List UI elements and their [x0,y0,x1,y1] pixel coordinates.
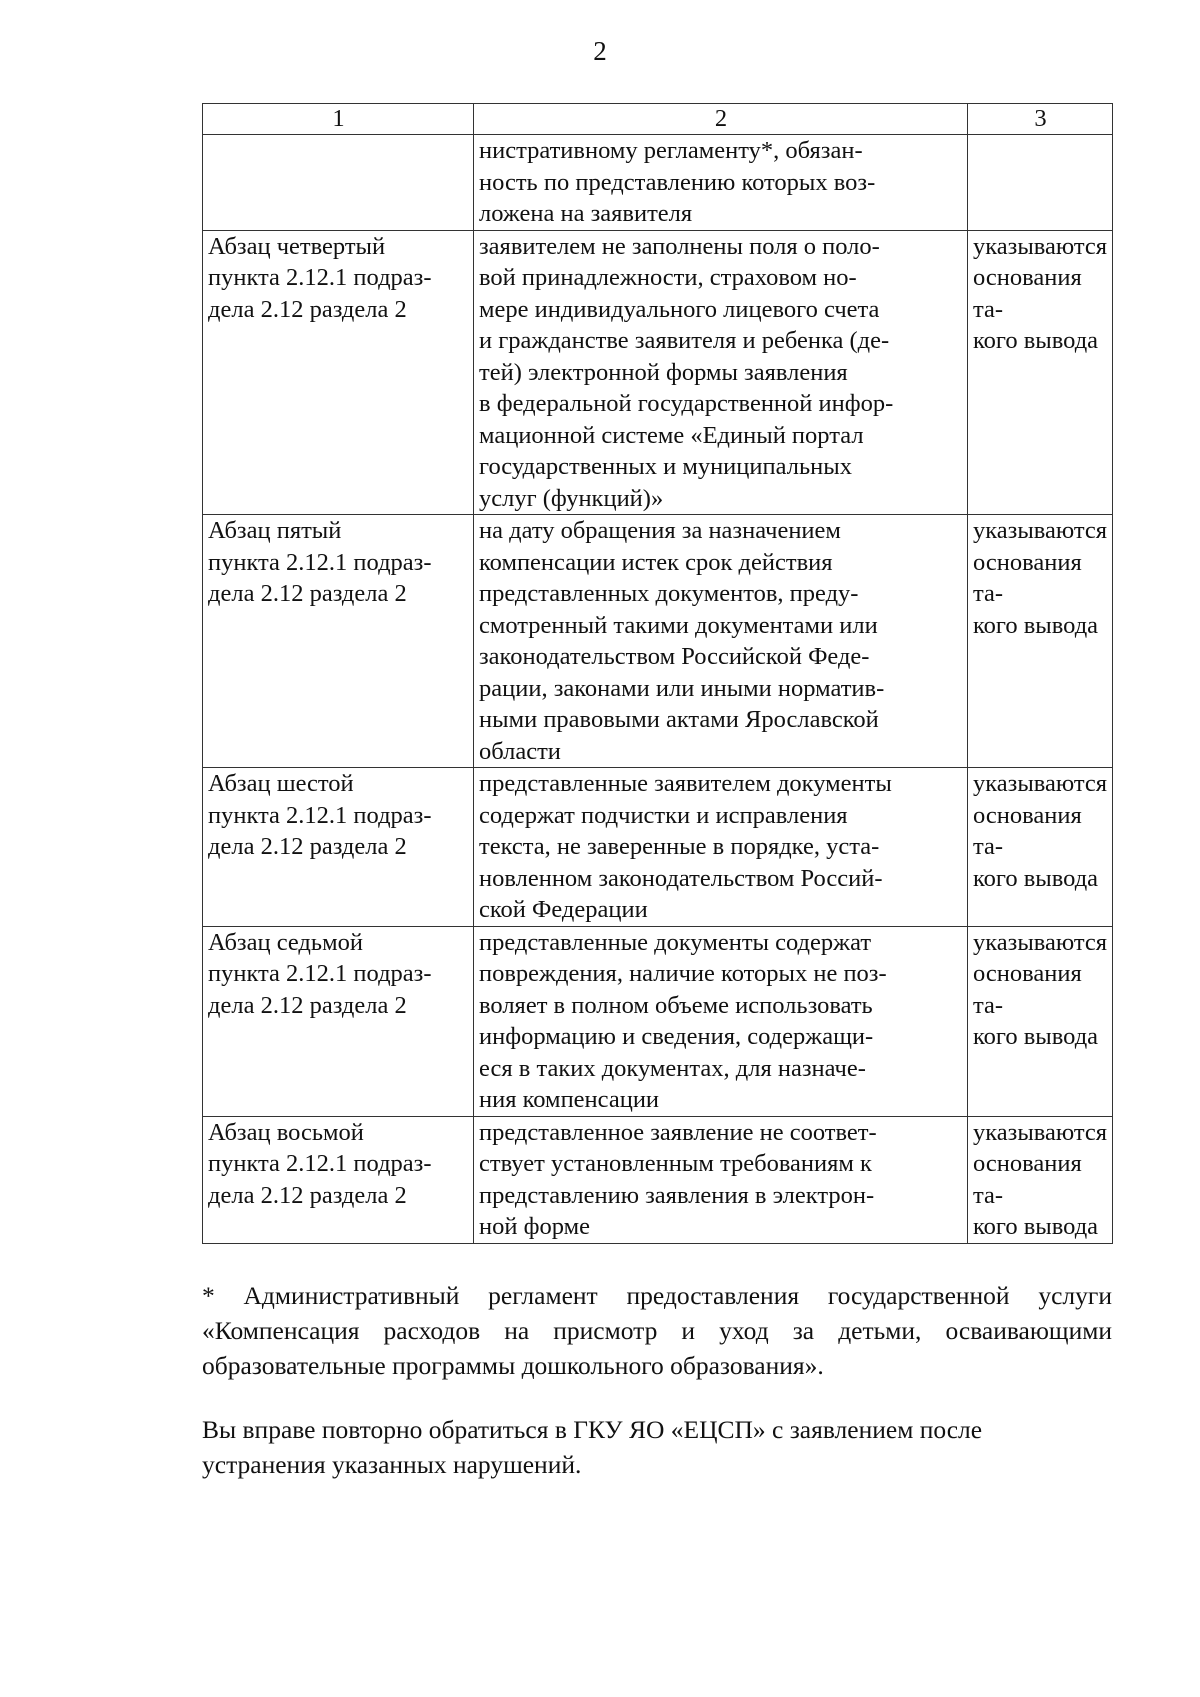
table-row [203,515,1113,768]
column-header-1: 1 [203,104,474,135]
row-reference-cell [203,135,474,231]
row-reference-cell: Абзац шестой пункта 2.12.1 подраз- дела 2.12 раздела 2 [203,768,474,927]
grounds-table [202,103,1113,1244]
row-note-cell: указываются основания та- кого вывода [968,768,1113,927]
row-reason-cell: на дату обращения за назначением компенсации истек срок действия представленных документов, преду- смотренный такими документами или законодательством Российской Феде- рации, законами или иными норматив- ными правовыми актами Ярославской области [474,515,968,768]
table-row [203,1116,1113,1243]
table-row [203,926,1113,1116]
row-note-cell: указываются основания та- кого вывода [968,926,1113,1116]
row-reason-cell: представленные заявителем документы содержат подчистки и исправления текста, не заверенные в порядке, уста- новленном законодательством Россий- ской Федерации [474,768,968,927]
column-header-2: 2 [474,104,968,135]
row-reason-cell: представленные документы содержат повреждения, наличие которых не поз- воляет в полном объеме использовать информацию и сведения, содержащи- еся в таких документах, для назначе- ния компенсации [474,926,968,1116]
table-row [203,135,1113,231]
row-reference-cell: Абзац пятый пункта 2.12.1 подраз- дела 2.12 раздела 2 [203,515,474,768]
row-reference-cell: Абзац четвертый пункта 2.12.1 подраз- дела 2.12 раздела 2 [203,230,474,515]
row-note-cell [968,135,1113,231]
row-note-cell: указываются основания та- кого вывода [968,230,1113,515]
closing-paragraph: Вы вправе повторно обратиться в ГКУ ЯО «ЕЦСП» с заявлением после устранения указанных нарушений. [202,1415,983,1479]
table-header-row [203,104,1113,135]
row-reason-cell: заявителем не заполнены поля о поло- вой принадлежности, страховом но- мере индивидуального лицевого счета и гражданстве заявителя и ребенка (де- тей) электронной формы заявления в федеральной государственной инфор- мационной системе «Единый портал государственных и муниципальных услуг (функций)» [474,230,968,515]
row-note-cell: указываются основания та- кого вывода [968,1116,1113,1243]
row-reference-cell: Абзац восьмой пункта 2.12.1 подраз- дела 2.12 раздела 2 [203,1116,474,1243]
table-row [203,230,1113,515]
regulation-footnote: * Административный регламент предоставления государственной услуги «Компенсация расходов на присмотр и уход за детьми, осваивающими образовательные программы дошкольного образования». [202,1281,1112,1380]
row-reason-cell: представленное заявление не соответ- ствует установленным требованиям к представлению заявления в электрон- ной форме [474,1116,968,1243]
row-reference-cell: Абзац седьмой пункта 2.12.1 подраз- дела 2.12 раздела 2 [203,926,474,1116]
page-number: 2 [593,36,607,66]
row-reason-cell: нистративному регламенту*, обязан- ность по представлению которых воз- ложена на заявителя [474,135,968,231]
row-note-cell: указываются основания та- кого вывода [968,515,1113,768]
column-header-3: 3 [968,104,1113,135]
table-row [203,768,1113,927]
